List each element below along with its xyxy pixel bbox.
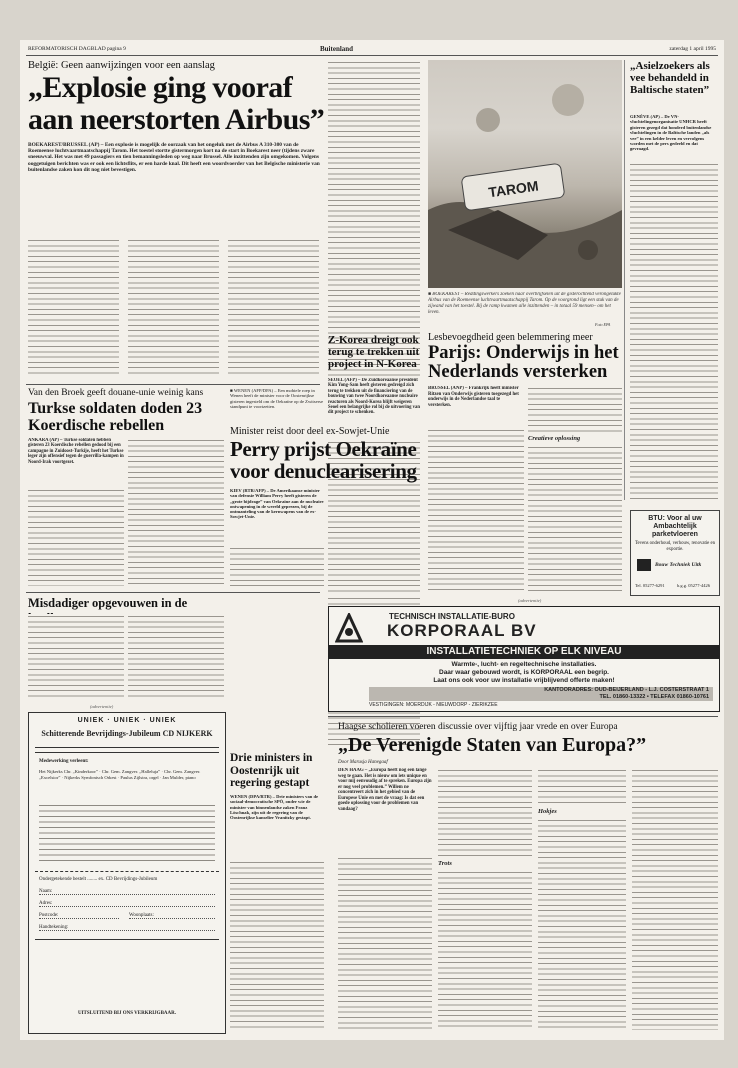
turkse-lead: ANKARA (AP) – Turkse soldaten hebben gisteren 23 Koerdische rebellen gedood bij een campagne in Zuidoost-Turkije, heeft het Turkse leger zijn offensief tegen de guerrilla-kampen in Noord-Irak voortgezet. (28, 438, 124, 465)
perry-headline (230, 438, 422, 482)
text-column (630, 162, 718, 502)
airbus-headline (28, 72, 338, 136)
korporaal-name: KORPORAAL BV (387, 621, 537, 640)
column-rule (624, 60, 625, 500)
btu-logo-text: Bouw Techniek Uitk (655, 562, 702, 568)
text-column (128, 614, 224, 700)
uniek-cd-ad (28, 712, 226, 1034)
parijs-lead: BRUSSEL (ANP) – Frankrijk heeft minister Ritzen van Onderwijs gisteren toegezegd het onderwijs in de Nederlandse taal te versterken. (428, 386, 519, 408)
oostenrijk-lead: WENEN (DPA/RTR) – Drie ministers van de sociaal-democratische SPÖ, onder wie de minister van binnenlandse zaken Franz Löschnak, zijn uit de regering van de Oostenrijkse kanselier Vranitzky gestapt. (230, 794, 319, 821)
korporaal-line-3: Laat ons ook voor uw installatie vrijblijvend offerte maken! (433, 677, 615, 684)
korporaal-line-2: Daar waar gebouwd wordt, is KORPORAAL een begrip. (439, 669, 609, 676)
page-date: zaterdag 1 april 1995 (669, 46, 716, 52)
turkse-headline: Turkse soldaten doden 23 Koerdische rebellen (28, 400, 203, 434)
airbus-body-columns (28, 238, 320, 376)
korporaal-logo-icon (335, 613, 363, 643)
korporaal-contact-box (369, 687, 713, 701)
europa-kicker: Haagse scholieren voeren discussie over vijftig jaar vrede en over Europa (338, 722, 618, 732)
perry-kicker: Minister reist door deel ex-Sowjet-Unie (230, 426, 390, 437)
zkorea-lead: SEOEL (AFP) – De Zuidkoreaanse president Kim Yong-Sam heeft gisteren gedreigd zich terug te trekken uit de financiering van de bouwing van twee Noordkoreaanse nucleaire reactoren als Noord-Korea blijft weigeren Seoel een belangrijke rol bij de uitvoering van dit project te schenken. (328, 378, 420, 416)
photo-caption: ■ BOEKAREST – Reddingswerkers zoeken naar overblijfselen uit de gisterochtend verongelukte Airbus van de Roemeense luchtvaartmaatschappij Tarom. Op de voorgrond ligt een stuk van de zijwand van het toestel. Bij de ramp kwamen alle inzittenden – in totaal 59 mensen– om het leven. (428, 292, 621, 315)
perry-headline-line-1: Perry prijst Oekraïne (230, 437, 417, 461)
photo-credit: Foto EPA (595, 322, 611, 327)
ad-rule (35, 747, 219, 753)
crash-photo-drawing (428, 60, 622, 288)
korporaal-headline: INSTALLATIETECHNIEK OP ELK NIVEAU (329, 645, 719, 659)
korporaal-tel: TEL. 01860-13322 • TELEFAX 01860-10761 (599, 694, 709, 700)
ad-rule (35, 939, 219, 940)
paper-name: REFORMATORISCH DAGBLAD pagina 9 (28, 46, 126, 52)
text-column (528, 386, 622, 432)
text-column (28, 614, 124, 700)
parijs-headline: Parijs: Onderwijs in het Nederlands versterken (428, 343, 619, 382)
btu-tel: Tel. 05277-6291 (635, 583, 665, 588)
korporaal-line-1: Warmte-, lucht- en regeltechnische installaties. (451, 661, 597, 668)
text-column (28, 238, 119, 376)
ad-medewerking: Medewerking verleent: (39, 759, 89, 764)
text-column (428, 428, 524, 592)
text-column (538, 768, 626, 806)
turkse-kicker: Van den Broek geeft douane-unie weinig kans (28, 388, 204, 398)
text-column (128, 238, 219, 376)
perry-lead: KIEV (RTR/AFP) – De Amerikaanse minister van defensie William Perry heeft gisteren de „grote bijdrage” van Oekraïne aan de nucleaire ontwapening in de wereld geprezen, bij de ontmanteling van de kernwapens van de ex-Sowjet-Unie. (230, 488, 324, 520)
coupon-cut-line (35, 871, 219, 872)
newspaper-page (20, 40, 724, 1040)
korporaal-kantoor: KANTOORADRES: OUD-BEIJERLAND - L.J. COSTERSTRAAT 1 (544, 687, 709, 693)
btu-logo-icon (637, 559, 651, 571)
korporaal-tag: TECHNISCH INSTALLATIE-BURO (389, 612, 515, 621)
text-column (338, 856, 432, 1030)
crash-photo (428, 60, 622, 288)
handtekening-field[interactable]: Handtekening: (39, 925, 215, 931)
text-column (328, 60, 420, 376)
order-suffix: ex. CD Bevrijdings-Jubileum (98, 877, 158, 882)
section-rule (328, 716, 718, 717)
text-column (632, 768, 718, 1030)
baltische-lead: GENÈVE (AP) – De VN-vluchtelingenorganisatie UNHCR heeft gisteren gezegd dat honderd buitenlandse vluchtelingen in de Baltische landen „als vee” in een kelder leven en vervolgens worden met de pers gedeeld en dat gevraagd. (630, 114, 712, 152)
btu-ad (630, 510, 720, 596)
zkorea-headline: Z-Korea dreigt ook terug te trekken uit project in N-Korea (328, 334, 420, 370)
section-title: Buitenland (320, 45, 354, 53)
europa-byline: Door Marusja Hanegaaf (338, 760, 388, 765)
advertisement-label: (advertentie) (90, 704, 114, 709)
parijs-kicker: Lesbevoegdheid geen belemmering meer (428, 332, 593, 343)
text-column (438, 768, 532, 858)
europa-subhead-1: Trots (438, 860, 452, 867)
advertisement-label: (advertentie) (518, 598, 542, 603)
europa-lead: DEN HAAG – „Europa heeft nog een lange weg te gaan. Het is nieuw om iets unique en voor mij eenvoudig af te spreken. Europa zijn er nog veel problemen.” Willem ne concentreert zich in het gebied van de Europese Unie en met de vraag: Is dat een goede oplossing voor de problemen van vandaag? (338, 768, 432, 812)
btu-body: Tevens onderhoud, verhouw, renovatie en exportie. (634, 541, 716, 552)
airbus-headline-line-2: aan neerstorten Airbus” (28, 103, 325, 136)
ad-header: UNIEK · UNIEK · UNIEK (77, 717, 177, 724)
order-label: Ondergetekende bestelt ........ ex. CD Bevrijdings-Jubileum (39, 877, 158, 882)
masthead-rule (26, 55, 718, 56)
airbus-headline-line-1: „Explosie ging vooraf (28, 71, 293, 104)
naam-field[interactable]: Naam: (39, 889, 215, 895)
text-column (28, 488, 124, 586)
korporaal-vestigingen: VESTIGINGEN: MOERDIJK - NIEUWDORP - ZIERIKZEE (369, 702, 498, 708)
adres-field[interactable]: Adres: (39, 901, 215, 907)
misdadiger-headline: Misdadiger opgevouwen in de (28, 596, 188, 610)
btu-fax: b.g.g. 05277-4426 (677, 583, 710, 588)
baltische-headline: „Asielzoekers als vee behandeld in Baltische staten” (630, 60, 710, 96)
woonplaats-field[interactable]: Woonplaats: (129, 913, 215, 919)
fuselage-lettering: TAROM (487, 177, 540, 201)
text-column (230, 860, 324, 1030)
btu-title: BTU: Voor al uw Ambachtelijk parketvloeren (648, 515, 702, 538)
perry-headline-line-2: voor denuclearisering (230, 459, 417, 483)
korporaal-ad (328, 606, 720, 712)
europa-subhead-2: Hokjes (538, 808, 557, 815)
order-title: Ondergetekende bestelt (39, 877, 86, 882)
postcode-field[interactable]: Postcode: (39, 913, 119, 919)
wenen-brief: ■ WENEN (AFP/DPA) – Een mobiele roep in Wenen heeft de minister voor de Oostenrijkse gisteren ingesteld om de Oekraïne op de Zwitserse standpunt te voortzetten. (230, 388, 323, 409)
text-column (528, 445, 622, 592)
ad-footer: UITSLUITEND BIJ ONS VERKRIJGBAAR. (78, 1011, 176, 1016)
section-rule (26, 592, 320, 593)
text-column (228, 238, 319, 376)
text-column (538, 818, 626, 1030)
parijs-subhead-1: Creatieve oplossing (528, 435, 581, 442)
section-rule (26, 384, 320, 385)
text-column (128, 438, 224, 586)
europa-headline: „De Verenigde Staten van Europa?” (338, 734, 647, 756)
text-column (230, 546, 324, 586)
oostenrijk-headline: Drie ministers in Oostenrijk uit regering gestapt (230, 752, 313, 789)
ad-title: Schitterende Bevrijdings-Jubileum CD NIJKERK (41, 729, 213, 738)
ad-names: Het Nijkerks Chr. „Kinderkoor” · Chr. Gem. Zangver. „Halleluja” · Chr. Gem. Zangver. „Excelsior” · Nijkerks Symfonisch Orkest · Paulus Zijlstra, orgel · Jan Mulder, piano (39, 769, 201, 780)
text-column (438, 870, 532, 1030)
airbus-kicker: België: Geen aanwijzingen voor een aanslag (28, 60, 215, 71)
airbus-lead: BOEKAREST/BRUSSEL (AP) – Een explosie is mogelijk de oorzaak van het ongeluk met de Airbus A 310-300 van de Roemeense luchtvaartmaatschappij Tarom. Het toestel stortte gistermorgen kort na de start in Boekarest neer (tijdens zware sneeuwval. Het was met 49 passagiers en tien bemanningsleden op weg naar Brussel. Alle inzittenden zijn omgekomen. Volgens ooggetuigen berichten was er ook een lichtsflits, er een harde knal. Dit heeft een woordvoerder van het Belgische ministerie van buitenlandse zaken kon dit nog niet bevestigen. (28, 142, 320, 173)
ad-details (39, 803, 215, 863)
